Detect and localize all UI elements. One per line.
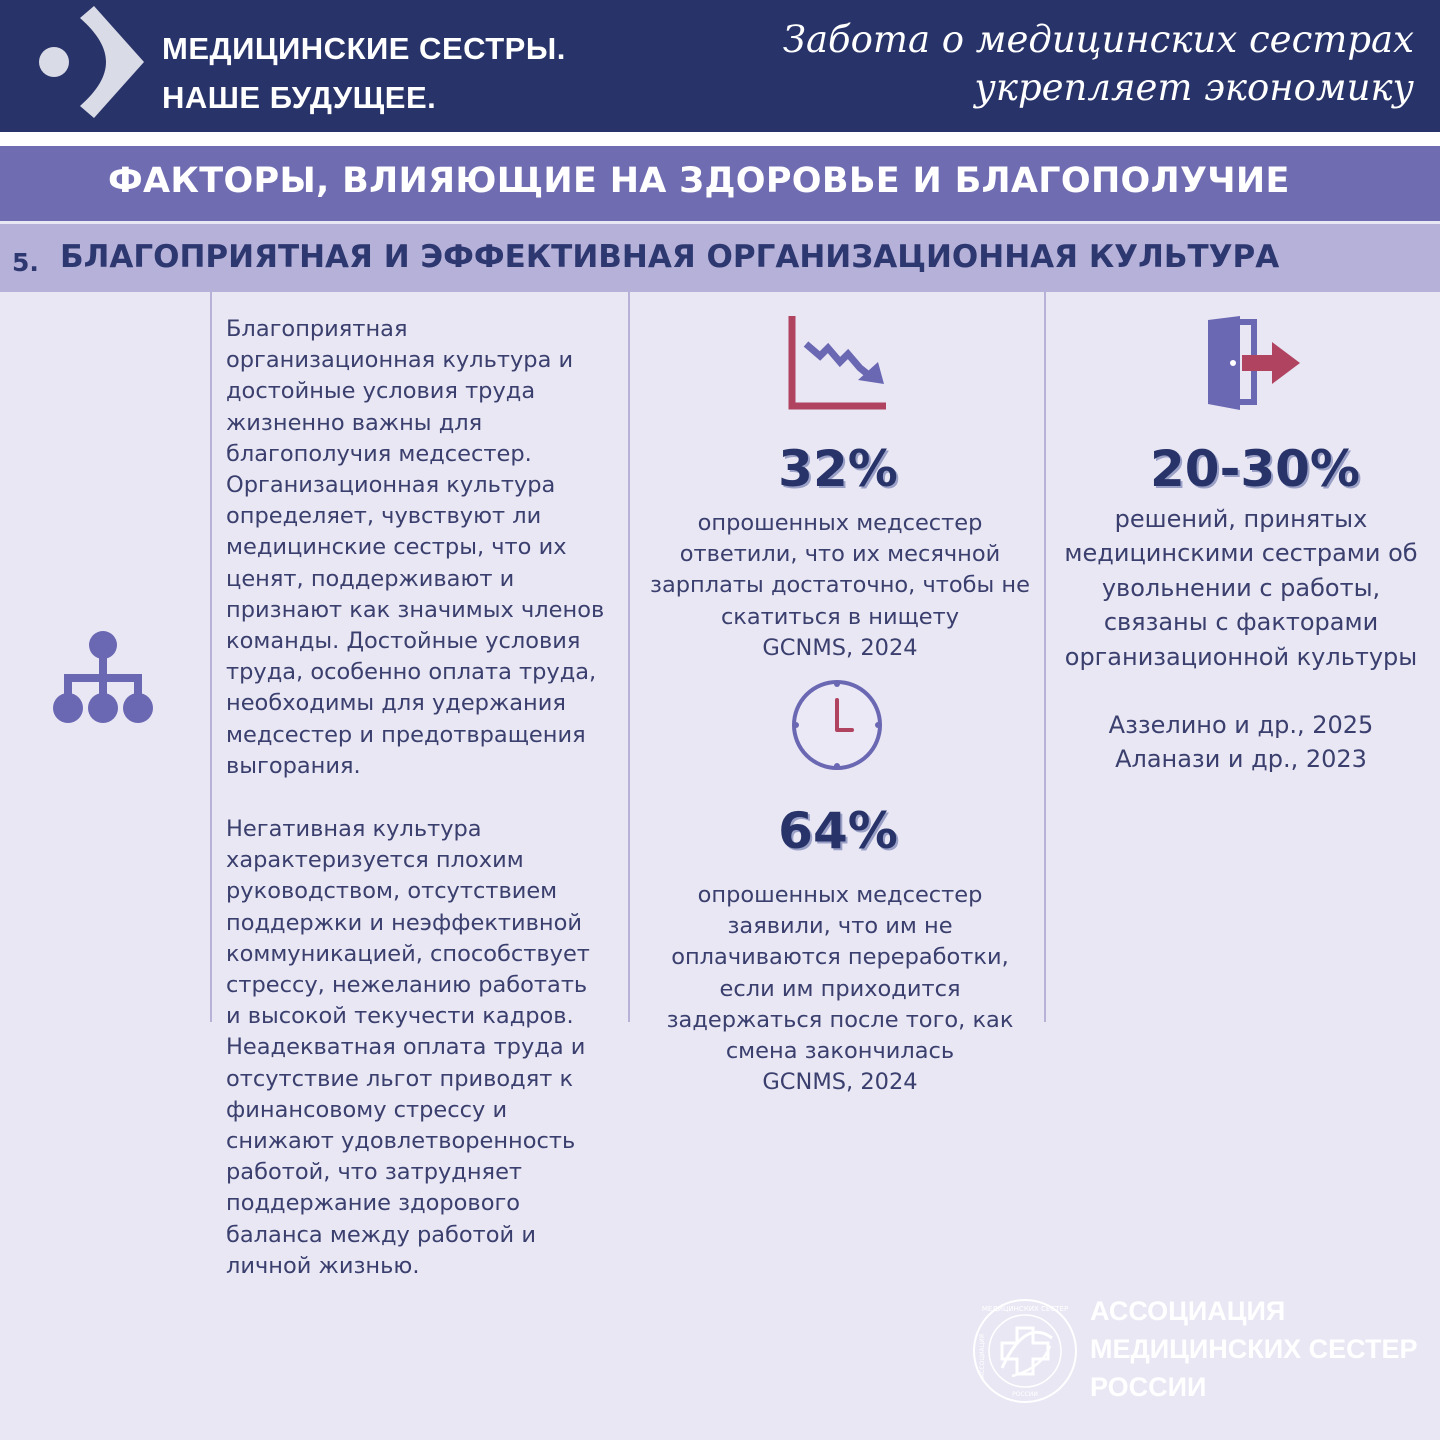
seal-text-left: АССОЦИАЦИЯ [979,1334,986,1378]
stat-64-source: GCNMS, 2024 [762,1069,918,1096]
association-line-2: МЕДИЦИНСКИХ СЕСТЕР [1090,1334,1418,1364]
org-structure-icon [48,628,158,728]
association-line-1: АССОЦИАЦИЯ [1090,1296,1286,1326]
association-seal-icon [972,1298,1078,1404]
stat-64-value: 64% [778,802,898,860]
seal-text-bottom: РОССИИ [1012,1391,1038,1398]
subsection-band [0,224,1440,292]
stat-32-value: 32% [778,440,898,498]
stat-20-30-value: 20-30% [1149,440,1360,498]
tagline-line-2: укрепляет экономику [974,66,1414,109]
subsection-number: 5. [12,248,39,277]
clock-icon [790,678,884,772]
association-line-3: РОССИИ [1090,1372,1207,1402]
stat-32-text: опрошенных медсестер ответили, что их месячной зарплаты достаточно, чтобы не скатиться в нищету [650,510,1030,630]
brand-logo-icon [36,6,148,118]
stat-20-30-source-2: Аланази и др., 2023 [1115,745,1367,774]
body-paragraph-2: Негативная культура характеризуется плохим руководством, отсутствием поддержки и неэффективной коммуникацией, способствует стрессу, нежеланию работать и высокой текучести кадров. Неадекватная оплата труда и отсутствие льгот приводят к финансовому стрессу и снижают удовлетворенность работой, что затрудняет поддержание здорового баланса между работой и личной жизнью. [226,816,590,1279]
header-tagline [783,16,1414,112]
header-divider [0,132,1440,146]
stat-32-source: GCNMS, 2024 [762,634,918,661]
stat-20-30-text: решений, принятых медицинскими сестрами об увольнении с работы, связаны с факторами организационной культуры [1064,505,1418,671]
column-divider [1044,292,1046,1022]
column-divider [210,292,212,1022]
header-bar [0,0,1440,132]
section-title: ФАКТОРЫ, ВЛИЯЮЩИЕ НА ЗДОРОВЬЕ И БЛАГОПОЛУЧИЕ [108,161,1290,201]
stat-32-description [646,508,1034,664]
brand-line-1: МЕДИЦИНСКИЕ СЕСТРЫ. [162,31,566,66]
stat-64-description [666,880,1014,1098]
tagline-line-1: Забота о медицинских сестрах [782,18,1414,61]
brand-title [162,24,566,122]
stat-20-30-description [1052,502,1430,777]
stat-20-30-source-1: Аззелино и др., 2025 [1108,711,1374,740]
section-title-band [0,146,1440,221]
body-paragraph-1: Благоприятная организационная культура и достойные условия труда жизненно важны для благополучия медсестер. Организационная культура определяет, чувствуют ли медицинские сестры, что их ценят, поддерживают и признают как значимых членов команды. Достойные условия труда, особенно оплата труда, необходимы для удержания медсестер и предотвращения выгорания. [226,316,605,779]
stat-64-text: опрошенных медсестер заявили, что им не оплачиваются переработки, если им приходится задержаться после того, как смена закончилась [666,882,1014,1065]
association-name [1090,1292,1418,1406]
brand-line-2: НАШЕ БУДУЩЕЕ. [162,80,437,115]
exit-door-icon [1206,316,1302,410]
column-divider [628,292,630,1022]
seal-text-top: МЕДИЦИНСКИХ СЕСТЕР [981,1305,1069,1313]
declining-chart-icon [786,314,890,412]
subsection-title: БЛАГОПРИЯТНАЯ И ЭФФЕКТИВНАЯ ОРГАНИЗАЦИОННАЯ КУЛЬТУРА [60,239,1280,275]
